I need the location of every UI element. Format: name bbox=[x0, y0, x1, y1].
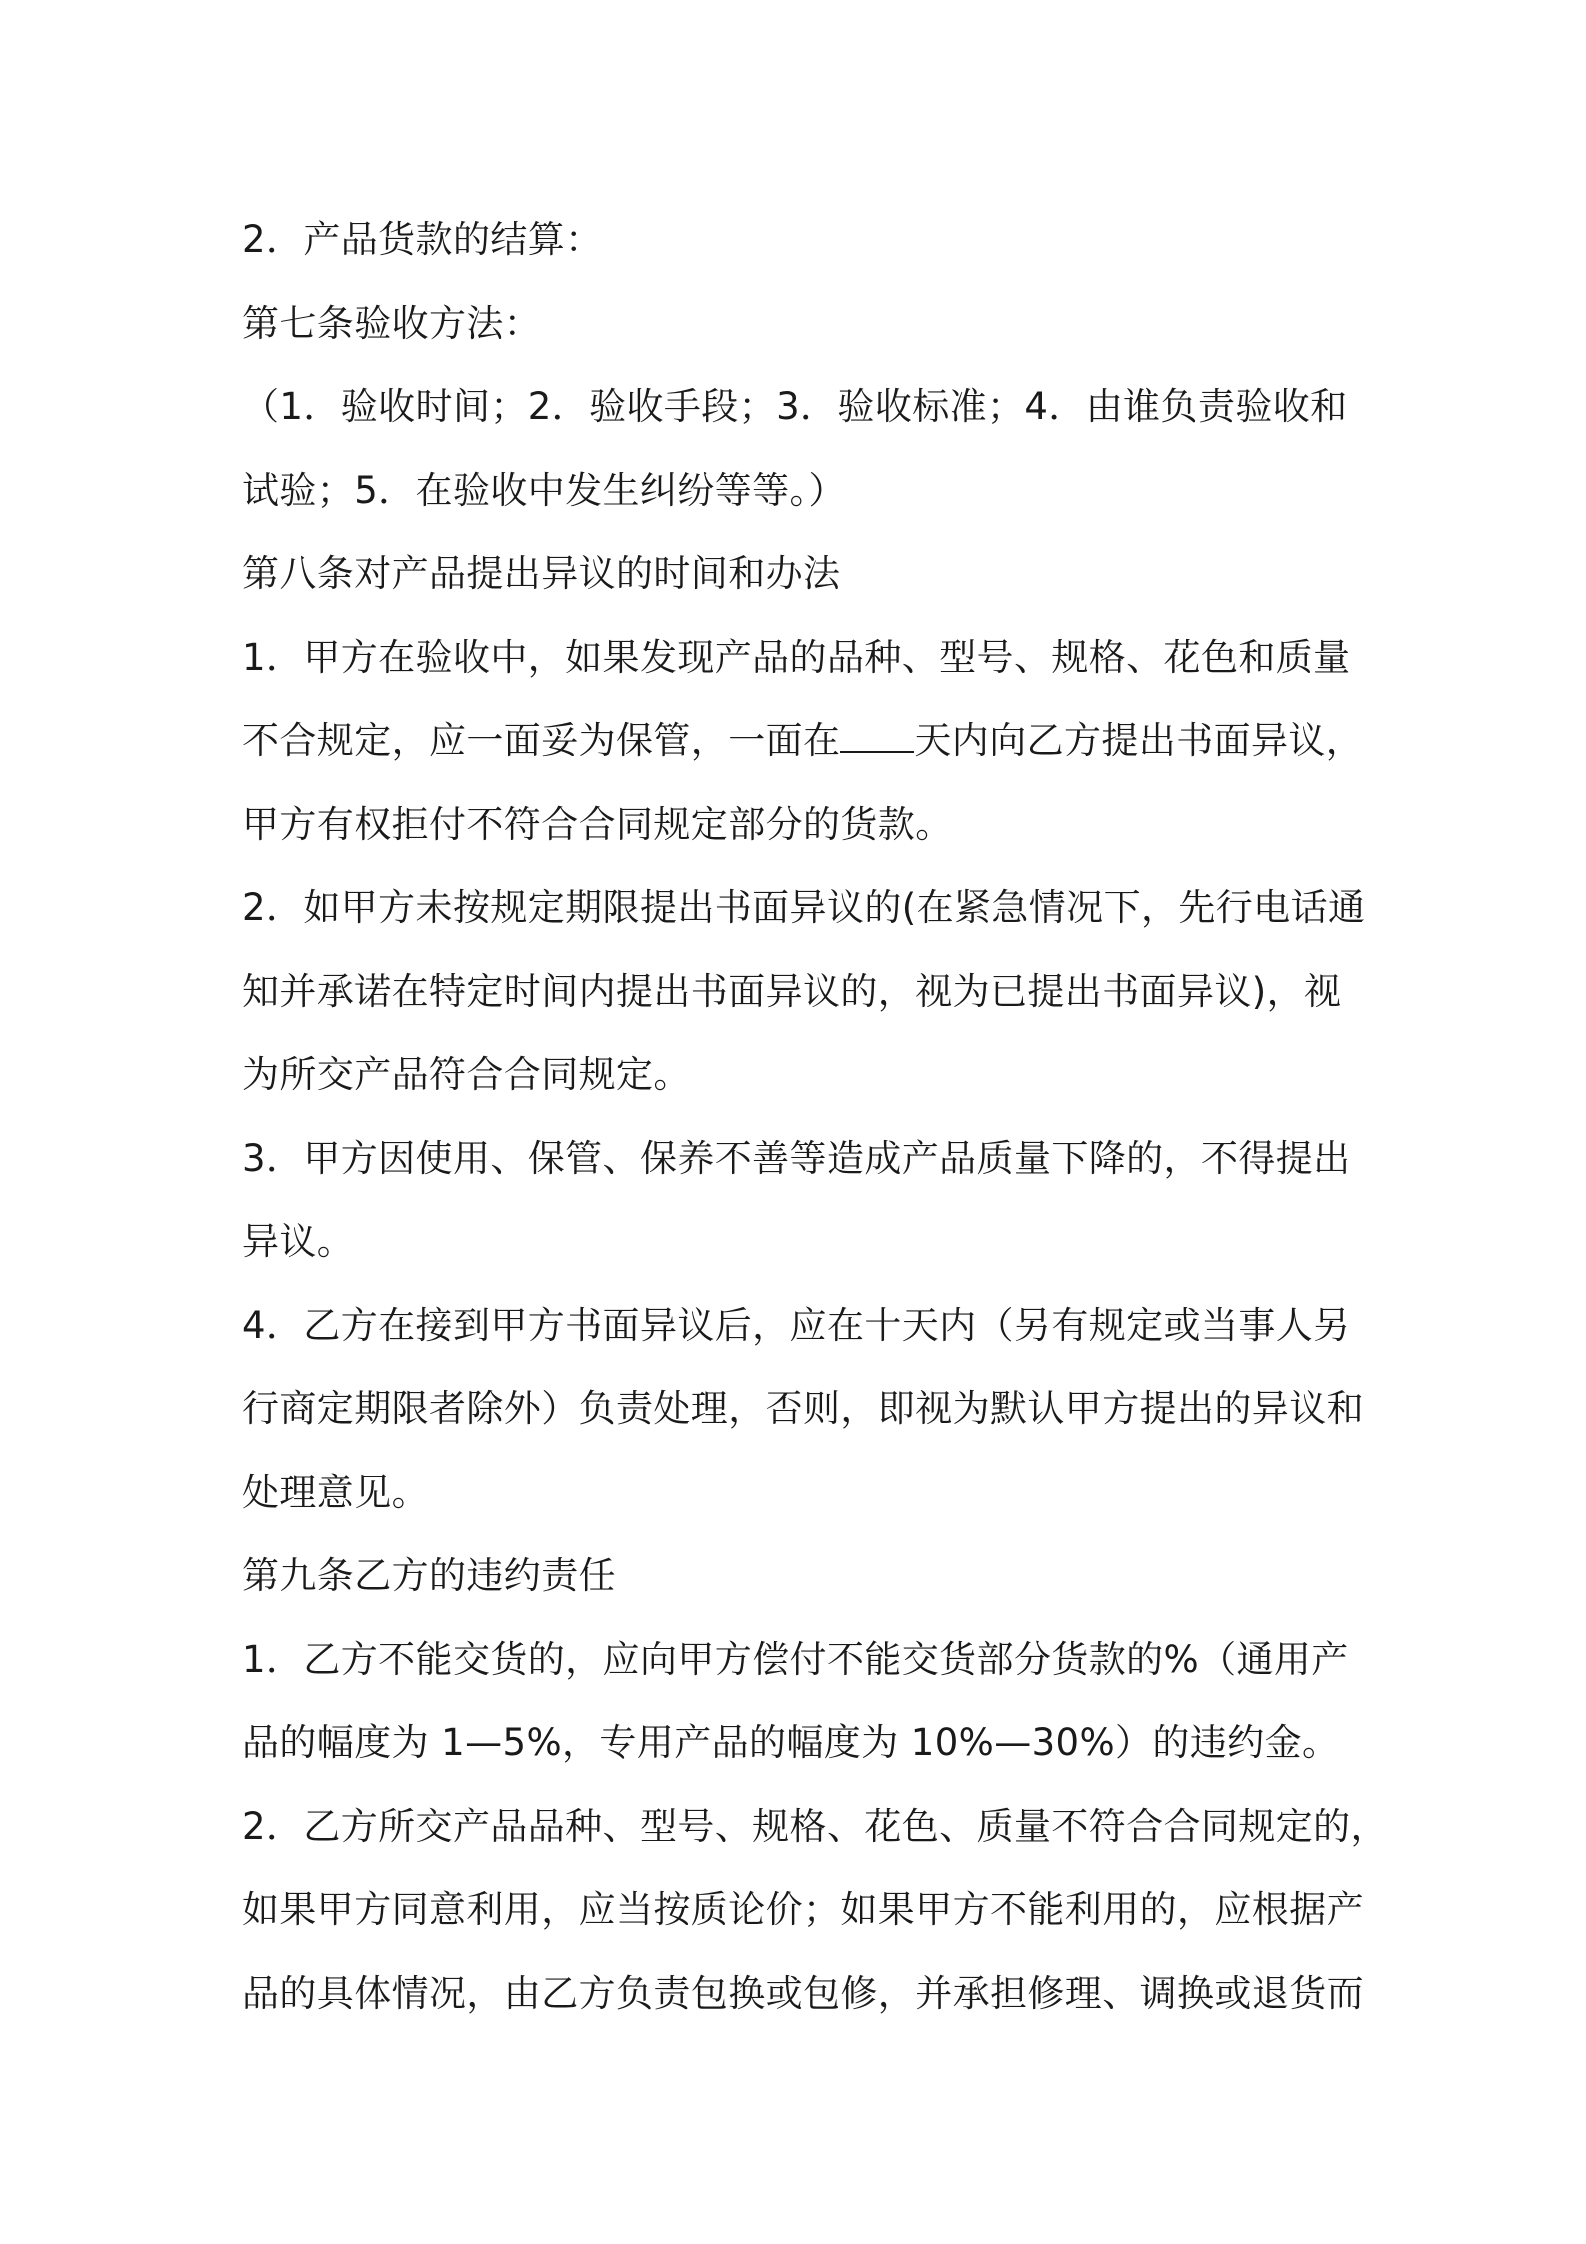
article-heading: 第八条对产品提出异议的时间和办法 bbox=[242, 552, 841, 595]
text-segment: 不合规定，应一面妥为保管，一面在 bbox=[242, 719, 841, 762]
text-line: 2．如甲方未按规定期限提出书面异议的(在紧急情况下，先行电话通 bbox=[242, 886, 1366, 929]
text-line: 品的幅度为 1—5%，专用产品的幅度为 10%—30%）的违约金。 bbox=[242, 1721, 1340, 1764]
text-line: 3．甲方因使用、保管、保养不善等造成产品质量下降的，不得提出 bbox=[242, 1136, 1351, 1180]
text-line: 2．产品货款的结算： bbox=[242, 218, 603, 261]
text-line: 1．乙方不能交货的，应向甲方偿付不能交货部分货款的%（通用产 bbox=[242, 1637, 1349, 1681]
article-heading: 第九条乙方的违约责任 bbox=[242, 1554, 616, 1597]
text-line-with-blank bbox=[242, 699, 1362, 783]
article-heading: 第七条验收方法： bbox=[242, 301, 542, 345]
text-line: 处理意见。 bbox=[242, 1470, 429, 1514]
text-line: 试验；5．在验收中发生纠纷等等。） bbox=[242, 468, 846, 512]
text-line: 行商定期限者除外）负责处理，否则，即视为默认甲方提出的异议和 bbox=[242, 1387, 1364, 1430]
text-segment: 天内向乙方提出书面异议， bbox=[914, 719, 1364, 762]
fill-in-blank bbox=[840, 716, 914, 753]
text-line: 甲方有权拒付不符合合同规定部分的货款。 bbox=[242, 802, 953, 846]
text-line: 品的具体情况，由乙方负责包换或包修，并承担修理、调换或退货而 bbox=[242, 1971, 1364, 2015]
text-line: 异议。 bbox=[242, 1220, 355, 1263]
text-line: 2．乙方所交产品品种、型号、规格、花色、质量不符合合同规定的， bbox=[242, 1804, 1388, 1848]
text-line: 如果甲方同意利用，应当按质论价；如果甲方不能利用的，应根据产 bbox=[242, 1888, 1364, 1931]
text-line: （1．验收时间；2．验收手段；3．验收标准；4．由谁负责验收和 bbox=[242, 385, 1348, 428]
text-line: 1．甲方在验收中，如果发现产品的品种、型号、规格、花色和质量 bbox=[242, 635, 1351, 679]
text-line: 4．乙方在接到甲方书面异议后，应在十天内（另有规定或当事人另 bbox=[242, 1303, 1351, 1347]
document-body bbox=[242, 198, 1388, 2035]
text-line: 知并承诺在特定时间内提出书面异议的，视为已提出书面异议)，视 bbox=[242, 969, 1342, 1013]
text-line: 为所交产品符合合同规定。 bbox=[242, 1053, 691, 1096]
